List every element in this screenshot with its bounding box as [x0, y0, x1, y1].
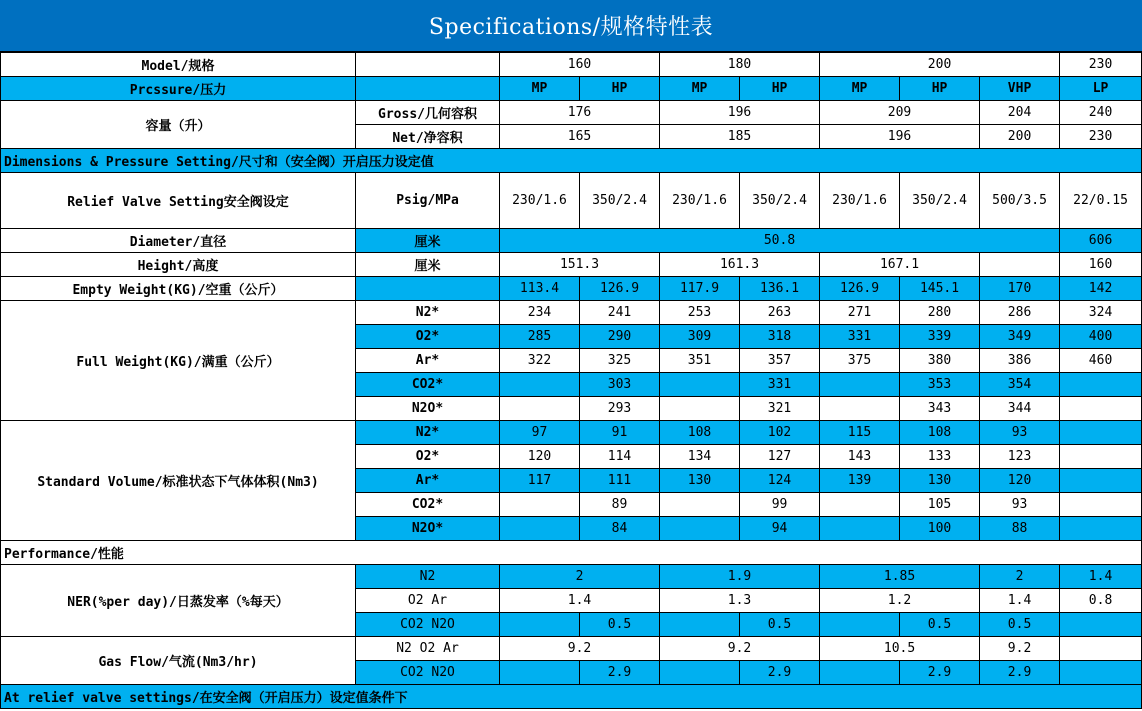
full-weight-label: Full Weight(KG)/满重（公斤）: [1, 301, 356, 421]
std-volume-value: 108: [900, 421, 980, 445]
gas-label: Ar*: [356, 469, 500, 493]
ner-value: 1.9: [660, 565, 820, 589]
pressure-value: MP: [660, 77, 740, 101]
pressure-label: Prcssure/压力: [1, 77, 356, 101]
gas-label: N2*: [356, 301, 500, 325]
std-volume-value: 93: [980, 421, 1060, 445]
full-weight-value: [820, 397, 900, 421]
gas-flow-value: 2.9: [980, 661, 1060, 685]
capacity-label: 容量（升）: [1, 101, 356, 149]
height-value: 160: [1060, 253, 1142, 277]
empty-weight-value: 170: [980, 277, 1060, 301]
full-weight-value: [660, 397, 740, 421]
empty-weight-value: 117.9: [660, 277, 740, 301]
blank-cell: [1060, 637, 1142, 661]
pressure-value: MP: [820, 77, 900, 101]
gas-label: N2*: [356, 421, 500, 445]
relief-value: 350/2.4: [900, 173, 980, 229]
full-weight-value: 324: [1060, 301, 1142, 325]
ner-value: 1.4: [1060, 565, 1142, 589]
gross-value: 196: [660, 101, 820, 125]
net-value: 200: [980, 125, 1060, 149]
ner-value: 2: [980, 565, 1060, 589]
std-volume-value: 108: [660, 421, 740, 445]
blank-cell: [660, 613, 740, 637]
ner-value: 1.2: [820, 589, 980, 613]
gas-flow-value: 10.5: [820, 637, 980, 661]
std-volume-value: 115: [820, 421, 900, 445]
section-dimensions-heading: Dimensions & Pressure Setting/尺寸和（安全阀）开启压力设定值: [1, 149, 1142, 173]
full-weight-value: 343: [900, 397, 980, 421]
empty-weight-label: Empty Weight(KG)/空重（公斤）: [1, 277, 356, 301]
ner-value: 0.5: [580, 613, 660, 637]
full-weight-value: 285: [500, 325, 580, 349]
full-weight-row: [1, 301, 1142, 325]
model-row: [1, 53, 1142, 77]
relief-value: 500/3.5: [980, 173, 1060, 229]
full-weight-value: 460: [1060, 349, 1142, 373]
std-volume-value: 123: [980, 445, 1060, 469]
ner-row: [1, 565, 1142, 589]
empty-weight-value: 126.9: [580, 277, 660, 301]
gas-label: O2*: [356, 445, 500, 469]
diameter-label: Diameter/直径: [1, 229, 356, 253]
full-weight-value: 241: [580, 301, 660, 325]
relief-value: 350/2.4: [580, 173, 660, 229]
blank-cell: [1060, 613, 1142, 637]
relief-value: 350/2.4: [740, 173, 820, 229]
full-weight-value: 280: [900, 301, 980, 325]
ner-value: 0.5: [900, 613, 980, 637]
full-weight-value: 331: [740, 373, 820, 397]
full-weight-value: 325: [580, 349, 660, 373]
std-volume-value: 99: [740, 493, 820, 517]
full-weight-value: 351: [660, 349, 740, 373]
gross-value: 240: [1060, 101, 1142, 125]
blank-cell: [356, 53, 500, 77]
pressure-value: VHP: [980, 77, 1060, 101]
full-weight-value: 322: [500, 349, 580, 373]
relief-value: 230/1.6: [660, 173, 740, 229]
model-value: 230: [1060, 53, 1142, 77]
section-performance-row: [1, 541, 1142, 565]
std-volume-value: 89: [580, 493, 660, 517]
model-value: 180: [660, 53, 820, 77]
full-weight-value: 321: [740, 397, 820, 421]
relief-value: 22/0.15: [1060, 173, 1142, 229]
net-value: 165: [500, 125, 660, 149]
diameter-row: [1, 229, 1142, 253]
full-weight-value: 349: [980, 325, 1060, 349]
gas-flow-value: 2.9: [580, 661, 660, 685]
gross-value: 176: [500, 101, 660, 125]
blank-cell: [1060, 661, 1142, 685]
std-volume-value: 102: [740, 421, 820, 445]
std-volume-value: 124: [740, 469, 820, 493]
height-value: 161.3: [660, 253, 820, 277]
full-weight-value: 263: [740, 301, 820, 325]
blank-cell: [500, 613, 580, 637]
height-row: [1, 253, 1142, 277]
ner-value: 1.4: [980, 589, 1060, 613]
pressure-value: MP: [500, 77, 580, 101]
gas-label: CO2*: [356, 493, 500, 517]
std-volume-value: 114: [580, 445, 660, 469]
footer-row: [1, 685, 1142, 709]
std-volume-value: 139: [820, 469, 900, 493]
ner-value: 1.3: [660, 589, 820, 613]
pressure-value: HP: [900, 77, 980, 101]
gross-label: Gross/几何容积: [356, 101, 500, 125]
full-weight-value: [660, 373, 740, 397]
std-volume-value: [820, 517, 900, 541]
std-volume-value: [1060, 493, 1142, 517]
gas-flow-value: 9.2: [500, 637, 660, 661]
full-weight-value: 293: [580, 397, 660, 421]
relief-value: 230/1.6: [820, 173, 900, 229]
empty-weight-value: 126.9: [820, 277, 900, 301]
std-volume-value: 133: [900, 445, 980, 469]
gross-value: 209: [820, 101, 980, 125]
gas-label: CO2 N2O: [356, 661, 500, 685]
full-weight-value: 331: [820, 325, 900, 349]
std-volume-value: 84: [580, 517, 660, 541]
full-weight-value: 290: [580, 325, 660, 349]
page-title: Specifications/规格特性表: [0, 0, 1142, 52]
std-volume-value: 91: [580, 421, 660, 445]
full-weight-value: [820, 373, 900, 397]
full-weight-value: [500, 373, 580, 397]
height-unit: 厘米: [356, 253, 500, 277]
std-volume-value: 127: [740, 445, 820, 469]
blank-cell: [500, 661, 580, 685]
pressure-value: LP: [1060, 77, 1142, 101]
diameter-value: 50.8: [500, 229, 1060, 253]
height-value: 151.3: [500, 253, 660, 277]
std-volume-value: 130: [900, 469, 980, 493]
relief-row: [1, 173, 1142, 229]
section-dimensions-row: [1, 149, 1142, 173]
net-value: 185: [660, 125, 820, 149]
blank-cell: [980, 253, 1060, 277]
full-weight-value: 357: [740, 349, 820, 373]
gas-flow-value: 2.9: [740, 661, 820, 685]
gas-label: N2O*: [356, 517, 500, 541]
gas-label: CO2*: [356, 373, 500, 397]
std-volume-value: 120: [980, 469, 1060, 493]
full-weight-value: 354: [980, 373, 1060, 397]
gross-value: 204: [980, 101, 1060, 125]
std-volume-value: [500, 493, 580, 517]
gas-label: O2*: [356, 325, 500, 349]
ner-value: 1.4: [500, 589, 660, 613]
gas-label: N2: [356, 565, 500, 589]
height-label: Height/高度: [1, 253, 356, 277]
ner-value: 2: [500, 565, 660, 589]
std-volume-value: [660, 493, 740, 517]
gas-label: O2 Ar: [356, 589, 500, 613]
blank-cell: [820, 613, 900, 637]
spec-table: [0, 52, 1142, 709]
blank-cell: [356, 77, 500, 101]
pressure-row: [1, 77, 1142, 101]
ner-label: NER(%per day)/日蒸发率（%每天）: [1, 565, 356, 637]
diameter-lp-value: 606: [1060, 229, 1142, 253]
ner-value: 1.85: [820, 565, 980, 589]
std-volume-value: [1060, 421, 1142, 445]
empty-weight-row: [1, 277, 1142, 301]
full-weight-value: 339: [900, 325, 980, 349]
blank-cell: [356, 277, 500, 301]
full-weight-value: 380: [900, 349, 980, 373]
empty-weight-value: 145.1: [900, 277, 980, 301]
footer-note: At relief valve settings/在安全阀（开启压力）设定值条件下: [1, 685, 1142, 709]
std-volume-value: [500, 517, 580, 541]
gas-flow-value: 9.2: [660, 637, 820, 661]
full-weight-value: 353: [900, 373, 980, 397]
empty-weight-value: 142: [1060, 277, 1142, 301]
empty-weight-value: 136.1: [740, 277, 820, 301]
std-volume-value: 105: [900, 493, 980, 517]
std-volume-value: [1060, 469, 1142, 493]
full-weight-value: 271: [820, 301, 900, 325]
std-volume-label: Standard Volume/标准状态下气体体积(Nm3): [1, 421, 356, 541]
full-weight-value: [1060, 397, 1142, 421]
diameter-unit: 厘米: [356, 229, 500, 253]
net-label: Net/净容积: [356, 125, 500, 149]
full-weight-value: 234: [500, 301, 580, 325]
gas-flow-value: 2.9: [900, 661, 980, 685]
std-volume-value: 100: [900, 517, 980, 541]
net-value: 196: [820, 125, 980, 149]
full-weight-value: 375: [820, 349, 900, 373]
full-weight-value: 303: [580, 373, 660, 397]
gas-flow-label: Gas Flow/气流(Nm3/hr): [1, 637, 356, 685]
std-volume-value: 88: [980, 517, 1060, 541]
ner-value: 0.8: [1060, 589, 1142, 613]
std-volume-value: [660, 517, 740, 541]
empty-weight-value: 113.4: [500, 277, 580, 301]
std-volume-value: 97: [500, 421, 580, 445]
gas-label: N2O*: [356, 397, 500, 421]
std-volume-value: 94: [740, 517, 820, 541]
gas-label: N2 O2 Ar: [356, 637, 500, 661]
height-value: 167.1: [820, 253, 980, 277]
capacity-gross-row: [1, 101, 1142, 125]
gas-label: CO2 N2O: [356, 613, 500, 637]
full-weight-value: [1060, 373, 1142, 397]
model-label: Model/规格: [1, 53, 356, 77]
model-value: 200: [820, 53, 1060, 77]
std-volume-value: 117: [500, 469, 580, 493]
relief-unit: Psig/MPa: [356, 173, 500, 229]
std-volume-row: [1, 421, 1142, 445]
full-weight-value: 286: [980, 301, 1060, 325]
ner-value: 0.5: [980, 613, 1060, 637]
section-performance-heading: Performance/性能: [1, 541, 1142, 565]
model-value: 160: [500, 53, 660, 77]
net-value: 230: [1060, 125, 1142, 149]
gas-label: Ar*: [356, 349, 500, 373]
pressure-value: HP: [740, 77, 820, 101]
std-volume-value: 134: [660, 445, 740, 469]
full-weight-value: 253: [660, 301, 740, 325]
full-weight-value: 400: [1060, 325, 1142, 349]
full-weight-value: 386: [980, 349, 1060, 373]
std-volume-value: 120: [500, 445, 580, 469]
relief-value: 230/1.6: [500, 173, 580, 229]
gas-flow-value: 9.2: [980, 637, 1060, 661]
pressure-value: HP: [580, 77, 660, 101]
std-volume-value: 111: [580, 469, 660, 493]
full-weight-value: 309: [660, 325, 740, 349]
gas-flow-row: [1, 637, 1142, 661]
blank-cell: [820, 661, 900, 685]
std-volume-value: [1060, 517, 1142, 541]
full-weight-value: 344: [980, 397, 1060, 421]
std-volume-value: 143: [820, 445, 900, 469]
std-volume-value: [1060, 445, 1142, 469]
full-weight-value: 318: [740, 325, 820, 349]
full-weight-value: [500, 397, 580, 421]
ner-value: 0.5: [740, 613, 820, 637]
blank-cell: [660, 661, 740, 685]
std-volume-value: [820, 493, 900, 517]
std-volume-value: 93: [980, 493, 1060, 517]
std-volume-value: 130: [660, 469, 740, 493]
relief-label: Relief Valve Setting安全阀设定: [1, 173, 356, 229]
